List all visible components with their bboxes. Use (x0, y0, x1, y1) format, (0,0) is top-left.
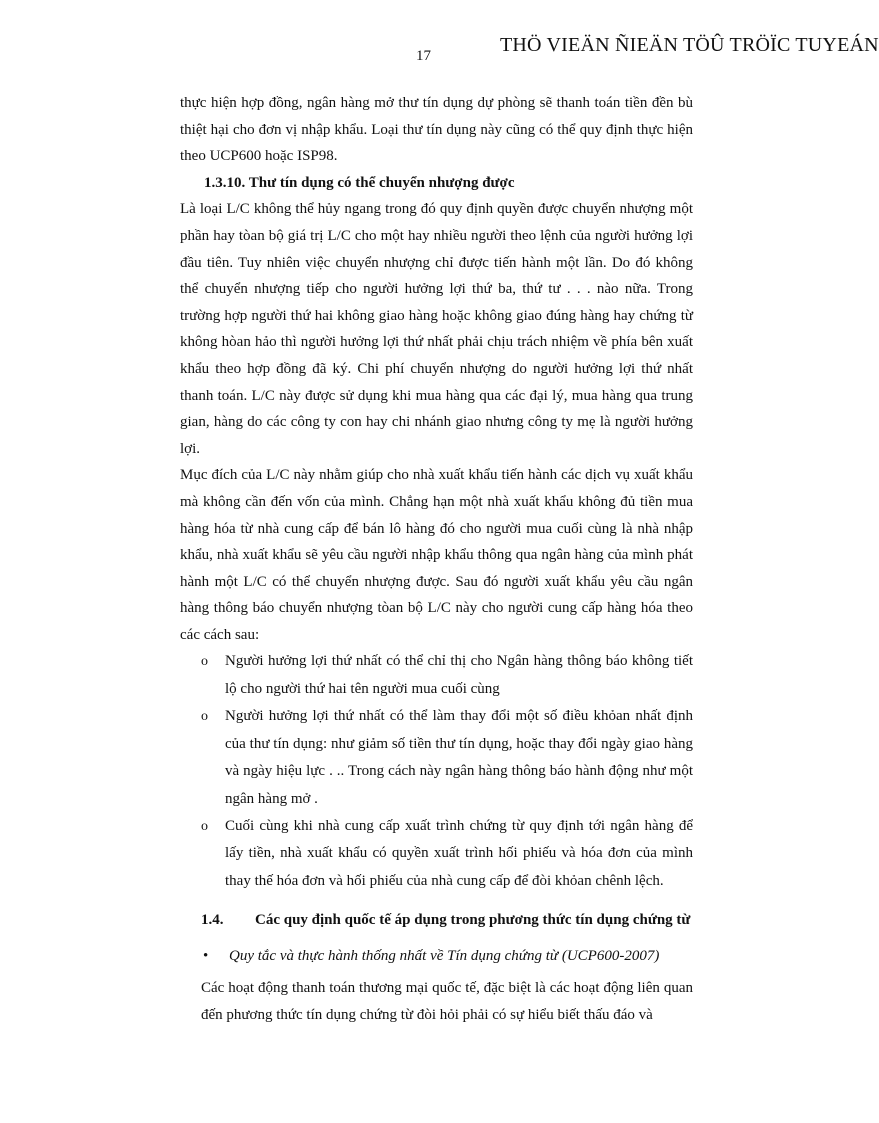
bullet-dot-icon: • (203, 948, 209, 965)
circle-bullet-icon: o (201, 709, 208, 725)
heading-1-4 (180, 907, 693, 933)
page-number: 17 (416, 48, 431, 64)
list-item-text: Người hưởng lợi thứ nhất có thể làm thay đổi một số điều khỏan nhất định của thư tín dụng: như giảm số tiền thư tín dụng, hoặc thay đổi ngày giao hàng và ngày hiệu lực . .. Trong cách này ngân hàng thông báo hành động như một ngân hàng mở . (225, 708, 693, 807)
circle-bullet-icon: o (201, 818, 208, 834)
paragraph-purpose: Mục đích của L/C này nhằm giúp cho nhà xuất khẩu tiến hành các dịch vụ xuất khẩu mà không cần đến vốn của mình. Chẳng hạn một nhà xuất khẩu không đủ tiền mua hàng hóa từ nhà cung cấp để bán lô hàng đó cho người mua cuối cùng là nhà nhập khẩu, nhà xuất khẩu sẽ yêu cầu người nhập khẩu thông qua ngân hàng của mình phát hành một L/C có thể chuyển nhượng được. Sau đó người xuất khẩu yêu cầu ngân hàng thông báo chuyển nhượng tòan bộ L/C này cho người cung cấp hàng hóa theo các cách sau: (180, 467, 693, 643)
circle-bullet-icon: o (201, 654, 208, 670)
header-brand-text: THÖ VIEÄN ÑIEÄN TÖÛ TRÖÏC TUYEÁN (500, 34, 879, 56)
section-title: Các quy định quốc tế áp dụng trong phương thức tín dụng chứng từ (255, 912, 691, 929)
ucp600-item-text: Quy tắc và thực hành thống nhất về Tín dụng chứng từ (UCP600-2007) (229, 948, 660, 965)
list-item-text: Cuối cùng khi nhà cung cấp xuất trình chứng từ quy định tới ngân hàng để lấy tiền, nhà xuất khẩu có quyền xuất trình hối phiếu và hóa đơn của mình thay thế hóa đơn và hối phiếu của nhà cung cấp để đòi khỏan chênh lệch. (225, 817, 693, 889)
heading-1-3-10: 1.3.10. Thư tín dụng có thể chuyển nhượng được (204, 174, 515, 191)
paragraph-intro: thực hiện hợp đồng, ngân hàng mở thư tín dụng dự phòng sẽ thanh toán tiền đền bù thiệt hại cho đơn vị nhập khẩu. Loại thư tín dụng này cũng có thể quy định thực hiện theo UCP600 hoặc ISP98. (180, 95, 693, 165)
paragraph-last: Các hoạt động thanh toán thương mại quốc tế, đặc biệt là các hoạt động liên quan đến phương thức tín dụng chứng từ đòi hỏi phải có sự hiểu biết thấu đáo và (201, 980, 693, 1023)
transfer-options-list (180, 648, 693, 895)
list-item (180, 703, 693, 813)
list-item (180, 648, 693, 703)
section-number: 1.4. (201, 912, 224, 929)
paragraph-transferable-lc: Là loại L/C không thể hủy ngang trong đó quy định quyền được chuyển nhượng một phần hay tòan bộ giá trị L/C cho một hay nhiều người theo lệnh của người hưởng lợi đầu tiên. Tuy nhiên việc chuyển nhượng chỉ được tiến hành một lần. Do đó không thể chuyển nhượng tiếp cho người hưởng lợi thứ ba, thứ tư . . . nào nữa. Trong trường hợp người thứ hai không giao hàng hoặc không giao đúng hàng hay chứng từ không hòan hảo thì người hưởng lợi thứ nhất phải chịu trách nhiệm về phía bên xuất khẩu theo hợp đồng đã ký. Chi phí chuyển nhượng do người hưởng lợi thứ nhất thanh toán. L/C này được sử dụng khi mua hàng qua các đại lý, mua hàng qua trung gian, hàng do các công ty con hay chi nhánh giao nhưng công ty mẹ là người hưởng lợi. (180, 201, 693, 457)
list-item-text: Người hưởng lợi thứ nhất có thể chỉ thị cho Ngân hàng thông báo không tiết lộ cho người thứ hai tên người mua cuối cùng (225, 653, 693, 697)
document-body (180, 90, 693, 1028)
list-item (180, 813, 693, 895)
ucp600-item (180, 943, 693, 969)
